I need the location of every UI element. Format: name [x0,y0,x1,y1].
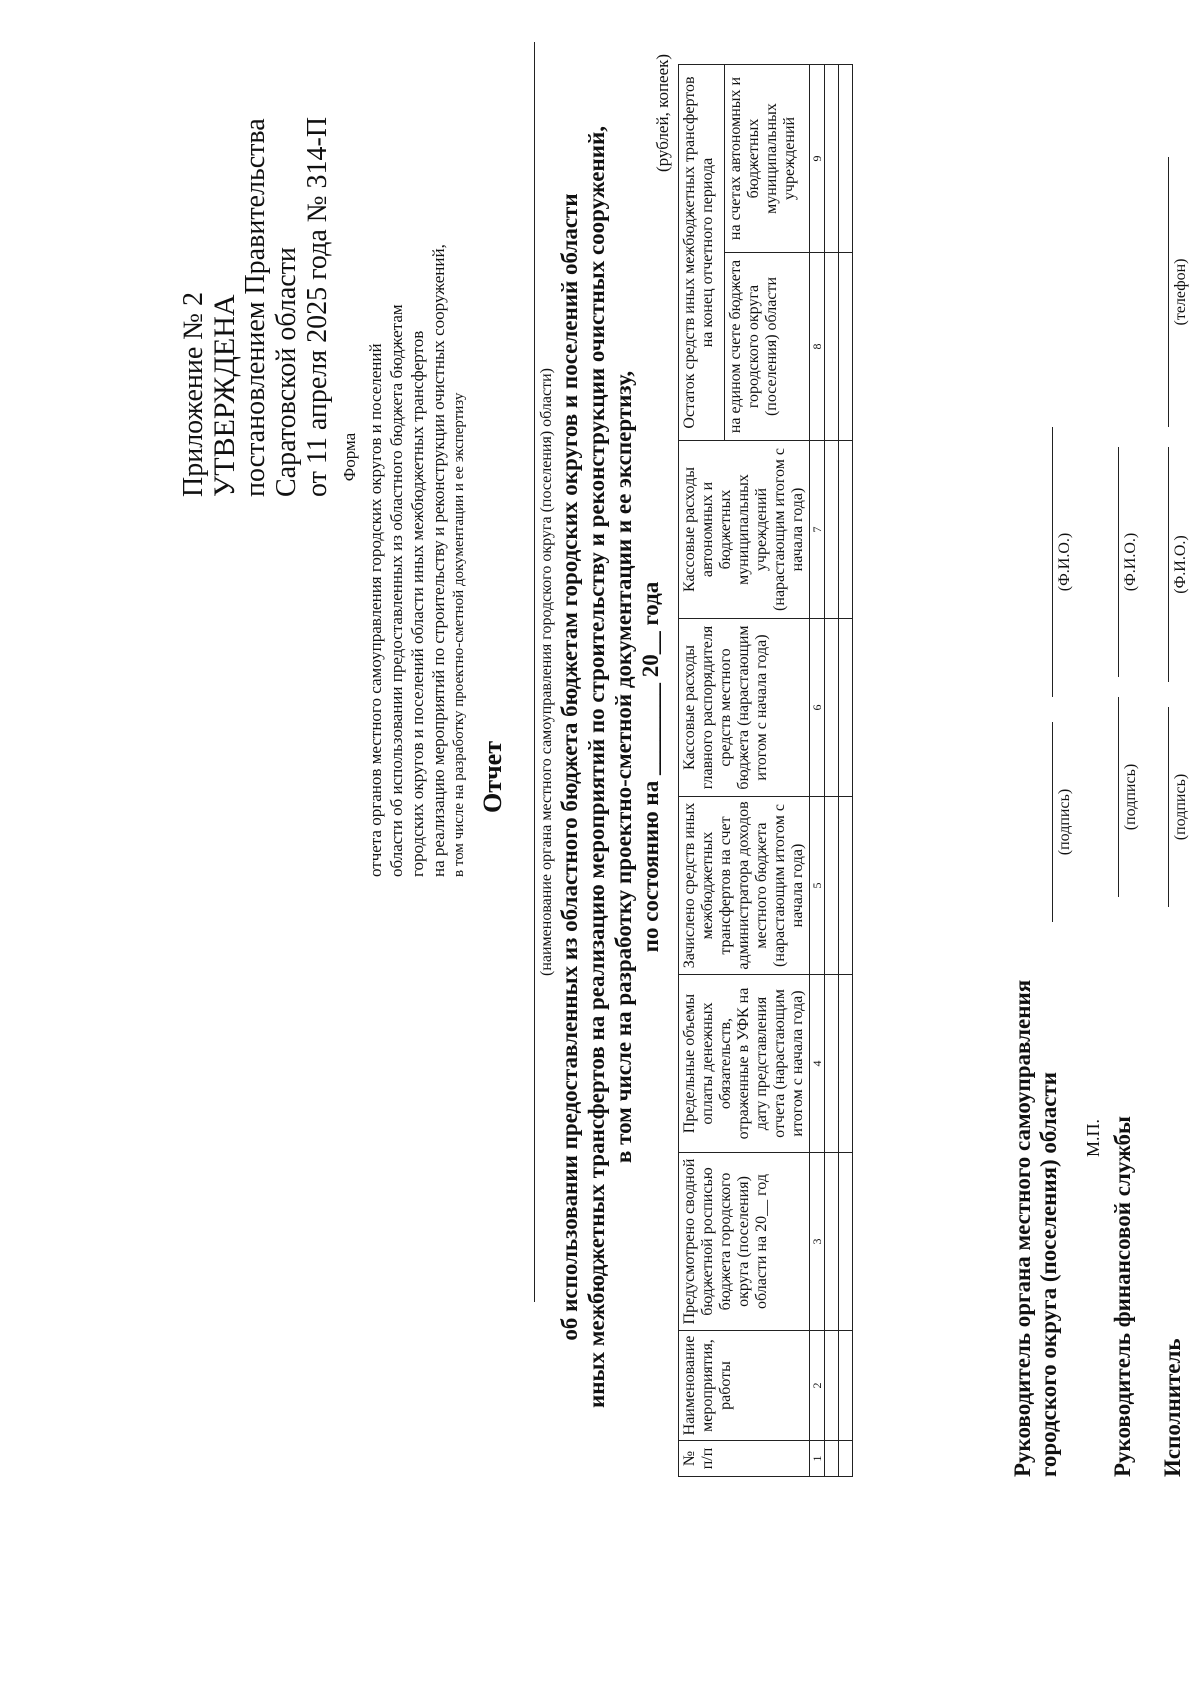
table-cell [839,1441,853,1477]
finance-head-title: Руководитель финансовой службы [1110,1116,1135,1477]
form-description [365,77,470,877]
header-balance-group: Остаток средств иных межбюджетных трансфертов на конец отчетного периода [679,64,725,440]
table-cell [825,441,839,619]
table-cell [825,1153,839,1331]
org-name-line [534,42,535,1302]
approval-block [178,77,333,497]
executor-fio-caption: (Ф.И.О.) [1172,535,1189,594]
table-cell [839,253,853,441]
header-cash-main: Кассовые расходы главного распорядителя средств местного бюджета (нарастающим итогом с начала года) [679,619,810,797]
table-cell [839,797,853,975]
table-row [825,64,839,1476]
approval-line-1: постановлением Правительства [240,118,271,497]
form-line-5: в том числе на разработку проектно-сметной документации и ее экспертизу [451,392,467,877]
report-date-line: по состоянию на ________ 20__ года [638,581,663,953]
finance-fio-line [1118,447,1119,677]
executor-signature-line [1168,707,1169,907]
executor-phone-caption: (телефон) [1172,258,1189,326]
report-subject [556,57,664,1477]
table-cell [839,64,853,252]
column-number-row [810,64,825,1476]
form-line-1: отчета органов местного самоуправления городских округов и поселений [366,343,385,877]
header-balance-single-account: на едином счете бюджета городского округа (поселения) области [724,253,809,441]
header-credited: Зачислено средств иных межбюджетных трансфертов на счет администратора доходов местного бюджета (нарастающим итогом с начала года) [679,797,810,975]
head-signature-caption: (подпись) [1056,788,1073,856]
col-num-8: 8 [810,253,825,441]
head-signature-title [1010,980,1062,1477]
approval-line-3: от 11 апреля 2025 года № 314-П [302,116,333,497]
table-cell [825,1331,839,1441]
seal-mark: М.П. [1083,1118,1103,1157]
table-cell [839,1331,853,1441]
header-planned: Предусмотрено сводной бюджетной росписью бюджета городского округа (поселения) области на 20__ год [679,1153,810,1331]
executor-title: Исполнитель [1160,1338,1185,1477]
col-num-5: 5 [810,797,825,975]
form-label: Форма [340,432,359,482]
col-num-9: 9 [810,64,825,252]
appendix-number: Приложение № 2 [178,292,209,497]
table-cell [825,253,839,441]
table-cell [825,1441,839,1477]
table-header-row [679,64,725,1476]
header-number: № п/п [679,1441,810,1477]
header-limits: Предельные объемы оплаты денежных обязательств, отраженные в УФК на дату представления отчета (нарастающим итогом с начала года) [679,975,810,1153]
col-num-7: 7 [810,441,825,619]
table-cell [825,619,839,797]
head-fio-line [1052,427,1053,697]
head-title-line-1: Руководитель органа местного самоуправления [1010,979,1035,1477]
table-cell [825,64,839,252]
head-fio-caption: (Ф.И.О.) [1056,532,1073,592]
approval-line-2: Саратовской области [271,247,302,497]
report-table [678,64,853,1477]
table-cell [839,441,853,619]
header-activity: Наименование мероприятия, работы [679,1331,810,1441]
col-num-3: 3 [810,1153,825,1331]
finance-signature-line [1118,697,1119,897]
col-num-4: 4 [810,975,825,1153]
form-line-4: на реализацию мероприятий по строительству и реконструкции очистных сооружений, [429,244,448,877]
header-cash-institutions: Кассовые расходы автономных и бюджетных муниципальных учреждений (нарастающим итогом с начала года) [679,441,810,619]
table-row [839,64,853,1476]
executor-fio-line [1168,447,1169,682]
head-title-line-2: городского округа (поселения) области [1036,1071,1061,1477]
col-num-1: 1 [810,1441,825,1477]
table-cell [825,975,839,1153]
executor-signature-caption: (подпись) [1172,773,1189,841]
table-cell [839,1153,853,1331]
col-num-2: 2 [810,1331,825,1441]
executor-phone-line [1168,157,1169,427]
table-cell [839,619,853,797]
col-num-6: 6 [810,619,825,797]
subject-line-3: в том числе на разработку проектно-сметной документации и ее экспертизу, [611,370,636,1164]
table-cell [825,797,839,975]
form-line-2: области об использовании предоставленных из областного бюджета бюджетам [387,304,406,877]
head-signature-line [1052,722,1053,922]
subject-line-2: иных межбюджетных трансфертов на реализацию мероприятий по строительству и реконструкции очистных сооружений, [584,126,609,1408]
org-name-caption: (наименование органа местного самоуправления городского округа (поселения) области) [538,368,555,976]
table-cell [839,975,853,1153]
approved-stamp: УТВЕРЖДЕНА [208,294,241,497]
currency-note: (рублей, копеек) [653,53,672,172]
subject-line-1: об использовании предоставленных из областного бюджета бюджетам городских округов и поселений области [557,193,582,1341]
report-title: Отчет [478,741,507,813]
header-balance-institutions: на счетах автономных и бюджетных муниципальных учреждений [724,64,809,252]
finance-signature-caption: (подпись) [1122,763,1139,831]
form-line-3: городских округов и поселений области иных межбюджетных трансфертов [408,330,427,877]
finance-fio-caption: (Ф.И.О.) [1122,532,1139,592]
